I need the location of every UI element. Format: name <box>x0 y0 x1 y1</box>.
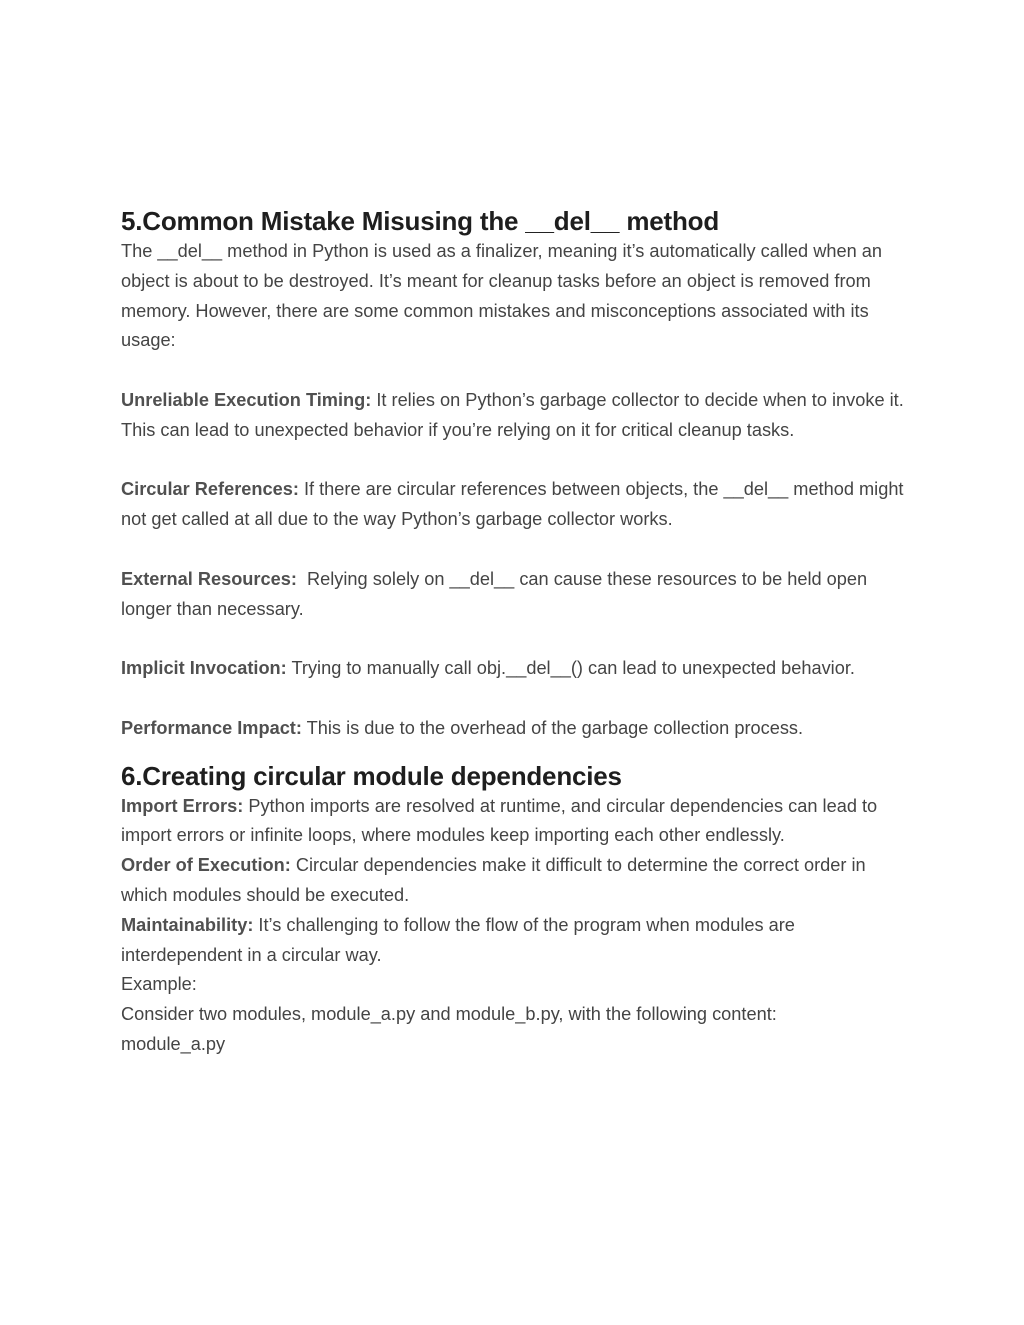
item-label: Performance Impact: <box>121 717 302 738</box>
item-text: Python imports are resolved at runtime, and circular dependencies can lead to import errors or infinite loops, where modules keep importing each other endlessly. <box>121 795 878 846</box>
item-external-resources <box>121 565 911 625</box>
item-label: Circular References: <box>121 479 299 500</box>
item-text: It’s challenging to follow the flow of the program when modules are interdependent in a circular way. <box>121 914 795 965</box>
item-import-errors <box>121 792 911 852</box>
example-text: Consider two modules, module_a.py and module_b.py, with the following content: <box>121 1004 777 1025</box>
item-label: Implicit Invocation: <box>121 658 287 679</box>
item-text: Trying to manually call obj.__del__() can lead to unexpected behavior. <box>286 658 855 679</box>
spacer <box>121 624 911 654</box>
item-label: Import Errors: <box>121 795 244 816</box>
item-text: If there are circular references between objects, the __del__ method might not get called at all due to the way Python’s garbage collector works. <box>121 479 904 530</box>
spacer <box>121 684 911 714</box>
item-order-of-execution <box>121 851 911 911</box>
item-text: It relies on Python’s garbage collector to decide when to invoke it. This can lead to unexpected behavior if you’re relying on it for critical cleanup tasks. <box>121 389 904 440</box>
spacer <box>121 535 911 565</box>
item-text: Relying solely on __del__ can cause these resources to be held open longer than necessary. <box>121 568 873 619</box>
item-unreliable-execution-timing <box>121 386 911 446</box>
item-label: Unreliable Execution Timing: <box>121 389 372 410</box>
item-label: Order of Execution: <box>121 855 291 876</box>
item-label: Maintainability: <box>121 914 254 935</box>
spacer <box>121 446 911 476</box>
document-page <box>121 205 911 1060</box>
item-text: This is due to the overhead of the garbage collection process. <box>301 717 804 738</box>
item-implicit-invocation <box>121 654 911 684</box>
item-performance-impact <box>121 714 911 744</box>
section-5-intro: The __del__ method in Python is used as a finalizer, meaning it’s automatically called when an object is about to be destroyed. It’s meant for cleanup tasks before an object is removed from memory. However, there are some common mistakes and misconceptions associated with its usage: <box>121 241 882 351</box>
item-maintainability <box>121 911 911 971</box>
section-5-heading: 5.Common Mistake Misusing the __del__ method <box>121 206 719 236</box>
spacer <box>121 356 911 386</box>
item-label: External Resources: <box>121 568 297 589</box>
item-circular-references <box>121 475 911 535</box>
item-text: Circular dependencies make it difficult to determine the correct order in which modules should be executed. <box>121 855 866 905</box>
section-6-heading: 6.Creating circular module dependencies <box>121 760 622 791</box>
spacer <box>121 744 911 760</box>
example-filename: module_a.py <box>121 1033 226 1054</box>
example-label: Example: <box>121 974 197 995</box>
